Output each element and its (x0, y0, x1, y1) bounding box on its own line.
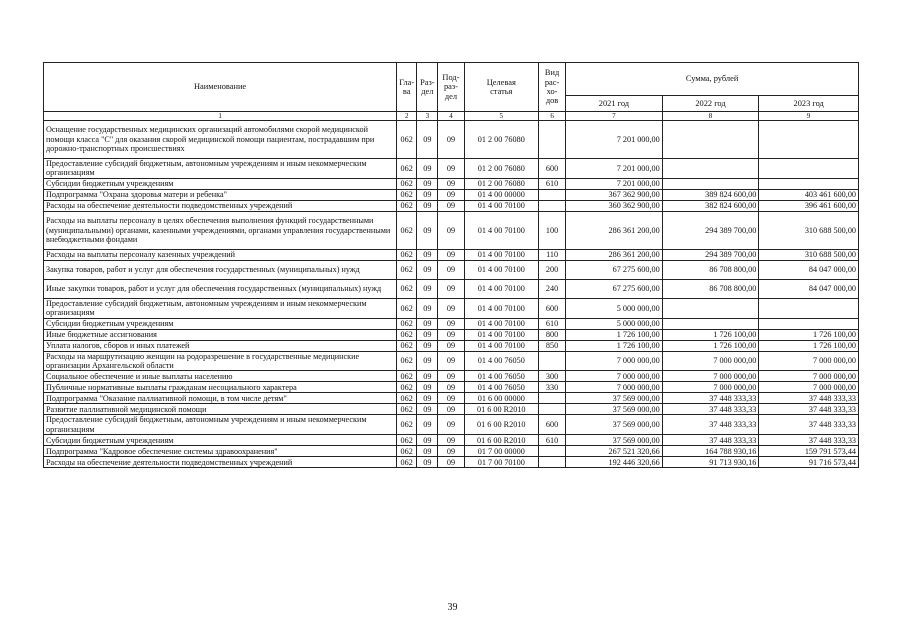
row-vid (538, 393, 565, 404)
row-name: Развитие паллиативной медицинской помощи (44, 404, 397, 415)
row-glava: 062 (397, 211, 417, 249)
row-razdel: 09 (417, 446, 438, 457)
row-sum-2022 (662, 159, 759, 179)
table-row (44, 298, 859, 318)
row-target: 01 6 00 R2010 (464, 404, 538, 415)
row-target: 01 4 00 70100 (464, 260, 538, 279)
row-sum-2023: 91 716 573,44 (759, 457, 859, 468)
row-sum-2023: 37 448 333,33 (759, 404, 859, 415)
row-vid: 600 (538, 159, 565, 179)
row-glava: 062 (397, 371, 417, 382)
row-razdel: 09 (417, 329, 438, 340)
row-vid (538, 351, 565, 371)
row-sum-2023: 159 791 573,44 (759, 446, 859, 457)
row-vid: 610 (538, 178, 565, 189)
row-name: Уплата налогов, сборов и иных платежей (44, 340, 397, 351)
table-row (44, 446, 859, 457)
table-row (44, 393, 859, 404)
table-row (44, 340, 859, 351)
table-body (44, 121, 859, 468)
row-glava: 062 (397, 446, 417, 457)
column-index-cell: 8 (662, 112, 759, 121)
row-target: 01 2 00 76080 (464, 178, 538, 189)
row-sum-2021: 5 000 000,00 (566, 298, 663, 318)
table-row (44, 457, 859, 468)
row-sum-2023: 37 448 333,33 (759, 415, 859, 435)
table-row (44, 415, 859, 435)
column-index-cell: 7 (566, 112, 663, 121)
row-vid: 100 (538, 211, 565, 249)
row-target: 01 4 00 70100 (464, 249, 538, 260)
row-glava: 062 (397, 351, 417, 371)
table-row (44, 351, 859, 371)
row-vid: 610 (538, 435, 565, 446)
row-vid: 600 (538, 298, 565, 318)
row-podrazdel: 09 (438, 415, 464, 435)
row-glava: 062 (397, 393, 417, 404)
row-podrazdel: 09 (438, 393, 464, 404)
column-index-cell: 9 (759, 112, 859, 121)
row-target: 01 6 00 R2010 (464, 415, 538, 435)
header-vid: Вид рас- хо- дов (538, 63, 565, 112)
row-glava: 062 (397, 249, 417, 260)
row-sum-2023 (759, 298, 859, 318)
row-sum-2022: 294 389 700,00 (662, 249, 759, 260)
header-glava: Гла- ва (397, 63, 417, 112)
row-glava: 062 (397, 298, 417, 318)
row-sum-2021: 1 726 100,00 (566, 329, 663, 340)
row-sum-2022: 1 726 100,00 (662, 329, 759, 340)
table-row (44, 329, 859, 340)
row-sum-2023: 84 047 000,00 (759, 279, 859, 298)
row-name: Социальное обеспечение и иные выплаты населению (44, 371, 397, 382)
table-row (44, 159, 859, 179)
row-sum-2021: 7 000 000,00 (566, 351, 663, 371)
row-podrazdel: 09 (438, 340, 464, 351)
column-index-cell: 4 (438, 112, 464, 121)
row-target: 01 4 00 70100 (464, 340, 538, 351)
row-target: 01 6 00 00000 (464, 393, 538, 404)
row-sum-2021: 7 201 000,00 (566, 121, 663, 159)
row-sum-2021: 37 569 000,00 (566, 415, 663, 435)
row-sum-2023 (759, 318, 859, 329)
row-name: Оснащение государственных медицинских организаций автомобилями скорой медицинской помощи класса "С" для оказания скорой медицинской помощи пациентам, пострадавшим при дорожно-транспортных происшествиях (44, 121, 397, 159)
header-name: Наименование (44, 63, 397, 112)
row-sum-2021: 67 275 600,00 (566, 279, 663, 298)
row-name: Иные бюджетные ассигнования (44, 329, 397, 340)
row-sum-2023: 310 688 500,00 (759, 249, 859, 260)
table-row (44, 404, 859, 415)
row-glava: 062 (397, 260, 417, 279)
row-vid: 200 (538, 260, 565, 279)
row-name: Субсидии бюджетным учреждениям (44, 318, 397, 329)
row-target: 01 4 00 70100 (464, 318, 538, 329)
row-razdel: 09 (417, 435, 438, 446)
row-razdel: 09 (417, 404, 438, 415)
row-glava: 062 (397, 415, 417, 435)
row-target: 01 4 00 70100 (464, 211, 538, 249)
row-razdel: 09 (417, 393, 438, 404)
row-target: 01 7 00 70100 (464, 457, 538, 468)
row-podrazdel: 09 (438, 457, 464, 468)
row-glava: 062 (397, 329, 417, 340)
table-row (44, 435, 859, 446)
header-2022: 2022 год (662, 96, 759, 112)
row-razdel: 09 (417, 318, 438, 329)
row-glava: 062 (397, 457, 417, 468)
header-2023: 2023 год (759, 96, 859, 112)
row-target: 01 4 00 70100 (464, 298, 538, 318)
row-vid (538, 404, 565, 415)
row-vid: 300 (538, 371, 565, 382)
column-index-row (44, 112, 859, 121)
budget-table (43, 62, 859, 468)
row-glava: 062 (397, 121, 417, 159)
row-name: Иные закупки товаров, работ и услуг для обеспечения государственных (муниципальных) нужд (44, 279, 397, 298)
row-target: 01 6 00 R2010 (464, 435, 538, 446)
row-target: 01 4 00 76050 (464, 351, 538, 371)
row-glava: 062 (397, 340, 417, 351)
row-glava: 062 (397, 435, 417, 446)
row-name: Публичные нормативные выплаты гражданам несоциального характера (44, 382, 397, 393)
row-name: Предоставление субсидий бюджетным, автономным учреждениям и иным некоммерческим организациям (44, 159, 397, 179)
row-name: Расходы на маршрутизацию женщин на родоразрешение в государственные медицинские организации Архангельской области (44, 351, 397, 371)
row-razdel: 09 (417, 200, 438, 211)
table-row (44, 121, 859, 159)
row-glava: 062 (397, 382, 417, 393)
row-glava: 062 (397, 404, 417, 415)
table-row (44, 318, 859, 329)
table-row (44, 189, 859, 200)
row-target: 01 2 00 76080 (464, 159, 538, 179)
row-sum-2022: 1 726 100,00 (662, 340, 759, 351)
row-razdel: 09 (417, 351, 438, 371)
row-sum-2022: 382 824 600,00 (662, 200, 759, 211)
row-razdel: 09 (417, 159, 438, 179)
row-sum-2021: 367 362 900,00 (566, 189, 663, 200)
row-sum-2022 (662, 298, 759, 318)
row-name: Подпрограмма "Кадровое обеспечение системы здравоохранения" (44, 446, 397, 457)
header-podrazdel: Под- раз- дел (438, 63, 464, 112)
table-row (44, 211, 859, 249)
row-sum-2023: 37 448 333,33 (759, 435, 859, 446)
header-sum: Сумма, рублей (566, 63, 859, 96)
column-index-cell: 2 (397, 112, 417, 121)
row-target: 01 4 00 76050 (464, 371, 538, 382)
row-podrazdel: 09 (438, 178, 464, 189)
row-razdel: 09 (417, 371, 438, 382)
row-name: Закупка товаров, работ и услуг для обеспечения государственных (муниципальных) нужд (44, 260, 397, 279)
row-glava: 062 (397, 178, 417, 189)
row-target: 01 7 00 00000 (464, 446, 538, 457)
row-name: Расходы на выплаты персоналу в целях обеспечения выполнения функций государственными (муниципальными) органами, казенными учреждениями, органами управления государственными внебюджетными фондами (44, 211, 397, 249)
table-row (44, 178, 859, 189)
row-name: Предоставление субсидий бюджетным, автономным учреждениям и иным некоммерческим организациям (44, 298, 397, 318)
row-sum-2022: 7 000 000,00 (662, 371, 759, 382)
row-podrazdel: 09 (438, 211, 464, 249)
table-row (44, 260, 859, 279)
column-index-cell: 1 (44, 112, 397, 121)
row-podrazdel: 09 (438, 260, 464, 279)
row-razdel: 09 (417, 298, 438, 318)
row-vid (538, 189, 565, 200)
row-razdel: 09 (417, 457, 438, 468)
row-podrazdel: 09 (438, 159, 464, 179)
row-sum-2023: 37 448 333,33 (759, 393, 859, 404)
row-sum-2022: 37 448 333,33 (662, 404, 759, 415)
header-2021: 2021 год (566, 96, 663, 112)
row-podrazdel: 09 (438, 371, 464, 382)
row-podrazdel: 09 (438, 279, 464, 298)
row-target: 01 2 00 76080 (464, 121, 538, 159)
row-sum-2022 (662, 121, 759, 159)
row-vid (538, 457, 565, 468)
row-name: Субсидии бюджетным учреждениям (44, 178, 397, 189)
row-glava: 062 (397, 318, 417, 329)
row-name: Подпрограмма "Оказание паллиативной помощи, в том числе детям" (44, 393, 397, 404)
row-target: 01 4 00 00000 (464, 189, 538, 200)
row-sum-2023: 84 047 000,00 (759, 260, 859, 279)
row-sum-2023 (759, 121, 859, 159)
row-sum-2022: 7 000 000,00 (662, 382, 759, 393)
row-razdel: 09 (417, 382, 438, 393)
row-podrazdel: 09 (438, 249, 464, 260)
row-name: Подпрограмма "Охрана здоровья матери и ребенка" (44, 189, 397, 200)
row-vid: 330 (538, 382, 565, 393)
row-razdel: 09 (417, 249, 438, 260)
row-sum-2023 (759, 178, 859, 189)
row-podrazdel: 09 (438, 189, 464, 200)
row-razdel: 09 (417, 211, 438, 249)
page-number: 39 (447, 602, 458, 613)
row-target: 01 4 00 70100 (464, 279, 538, 298)
table-row (44, 382, 859, 393)
row-sum-2021: 360 362 900,00 (566, 200, 663, 211)
row-sum-2021: 267 521 320,66 (566, 446, 663, 457)
row-name: Субсидии бюджетным учреждениям (44, 435, 397, 446)
row-sum-2023: 7 000 000,00 (759, 382, 859, 393)
row-razdel: 09 (417, 415, 438, 435)
row-sum-2021: 67 275 600,00 (566, 260, 663, 279)
row-sum-2021: 7 201 000,00 (566, 178, 663, 189)
row-sum-2022 (662, 318, 759, 329)
table-row (44, 279, 859, 298)
row-sum-2022 (662, 178, 759, 189)
column-index-cell: 3 (417, 112, 438, 121)
row-razdel: 09 (417, 178, 438, 189)
table-row (44, 249, 859, 260)
row-sum-2022: 86 708 800,00 (662, 260, 759, 279)
row-sum-2021: 7 000 000,00 (566, 382, 663, 393)
row-sum-2021: 192 446 320,66 (566, 457, 663, 468)
row-sum-2022: 164 788 930,16 (662, 446, 759, 457)
row-sum-2021: 1 726 100,00 (566, 340, 663, 351)
row-podrazdel: 09 (438, 318, 464, 329)
row-name: Расходы на выплаты персоналу казенных учреждений (44, 249, 397, 260)
table-row (44, 200, 859, 211)
row-podrazdel: 09 (438, 435, 464, 446)
row-sum-2021: 7 000 000,00 (566, 371, 663, 382)
row-razdel: 09 (417, 279, 438, 298)
header-razdel: Раз- дел (417, 63, 438, 112)
row-razdel: 09 (417, 340, 438, 351)
row-sum-2022: 37 448 333,33 (662, 393, 759, 404)
row-sum-2023: 7 000 000,00 (759, 351, 859, 371)
row-sum-2023: 396 461 600,00 (759, 200, 859, 211)
row-vid: 600 (538, 415, 565, 435)
row-target: 01 4 00 70100 (464, 200, 538, 211)
row-vid: 110 (538, 249, 565, 260)
row-sum-2021: 37 569 000,00 (566, 404, 663, 415)
row-vid: 610 (538, 318, 565, 329)
row-sum-2022: 86 708 800,00 (662, 279, 759, 298)
row-podrazdel: 09 (438, 351, 464, 371)
row-podrazdel: 09 (438, 298, 464, 318)
row-sum-2022: 389 824 600,00 (662, 189, 759, 200)
row-sum-2022: 91 713 930,16 (662, 457, 759, 468)
row-sum-2023: 310 688 500,00 (759, 211, 859, 249)
row-podrazdel: 09 (438, 404, 464, 415)
row-glava: 062 (397, 159, 417, 179)
row-podrazdel: 09 (438, 446, 464, 457)
row-sum-2021: 37 569 000,00 (566, 435, 663, 446)
row-sum-2021: 37 569 000,00 (566, 393, 663, 404)
row-sum-2023 (759, 159, 859, 179)
row-sum-2022: 294 389 700,00 (662, 211, 759, 249)
row-sum-2021: 5 000 000,00 (566, 318, 663, 329)
row-glava: 062 (397, 189, 417, 200)
row-sum-2023: 7 000 000,00 (759, 371, 859, 382)
header-target: Целевая статья (464, 63, 538, 112)
table-row (44, 371, 859, 382)
row-glava: 062 (397, 200, 417, 211)
row-vid (538, 446, 565, 457)
row-glava: 062 (397, 279, 417, 298)
row-sum-2022: 37 448 333,33 (662, 435, 759, 446)
row-sum-2022: 7 000 000,00 (662, 351, 759, 371)
row-razdel: 09 (417, 121, 438, 159)
row-sum-2022: 37 448 333,33 (662, 415, 759, 435)
row-target: 01 4 00 70100 (464, 329, 538, 340)
row-sum-2021: 286 361 200,00 (566, 249, 663, 260)
column-index-cell: 6 (538, 112, 565, 121)
row-name: Расходы на обеспечение деятельности подведомственных учреждений (44, 457, 397, 468)
row-sum-2023: 403 461 600,00 (759, 189, 859, 200)
row-vid: 240 (538, 279, 565, 298)
row-sum-2021: 7 201 000,00 (566, 159, 663, 179)
row-target: 01 4 00 76050 (464, 382, 538, 393)
row-razdel: 09 (417, 189, 438, 200)
row-vid (538, 200, 565, 211)
row-sum-2023: 1 726 100,00 (759, 340, 859, 351)
row-vid: 850 (538, 340, 565, 351)
row-razdel: 09 (417, 260, 438, 279)
row-podrazdel: 09 (438, 382, 464, 393)
row-vid (538, 121, 565, 159)
row-name: Расходы на обеспечение деятельности подведомственных учреждений (44, 200, 397, 211)
row-podrazdel: 09 (438, 329, 464, 340)
row-podrazdel: 09 (438, 121, 464, 159)
column-index-cell: 5 (464, 112, 538, 121)
row-podrazdel: 09 (438, 200, 464, 211)
row-vid: 800 (538, 329, 565, 340)
row-sum-2023: 1 726 100,00 (759, 329, 859, 340)
row-name: Предоставление субсидий бюджетным, автономным учреждениям и иным некоммерческим организациям (44, 415, 397, 435)
row-sum-2021: 286 361 200,00 (566, 211, 663, 249)
